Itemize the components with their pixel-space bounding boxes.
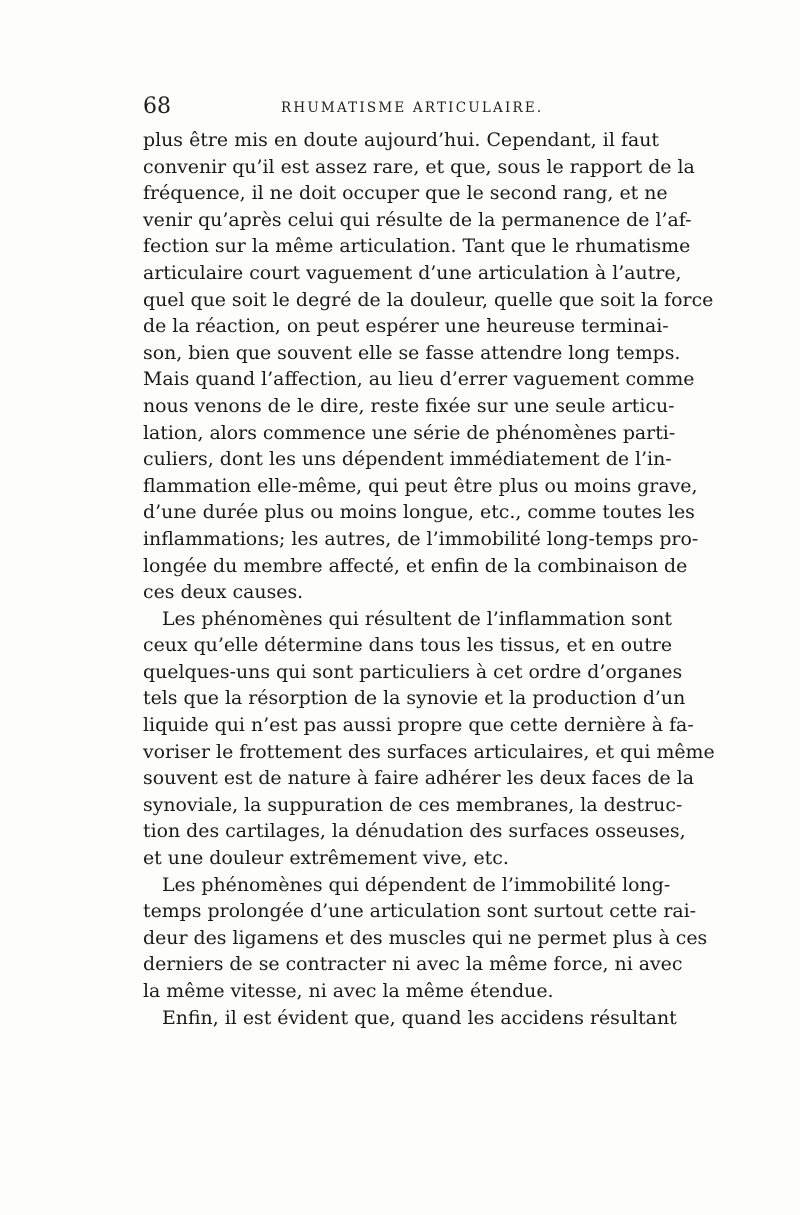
text-line: nous venons de le dire, reste fixée sur une seule articu- (143, 394, 675, 417)
text-line: synoviale, la suppuration de ces membranes, la destruc- (143, 793, 683, 816)
text-line: lation, alors commence une série de phénomènes parti- (143, 421, 676, 444)
body-text (143, 127, 715, 1031)
text-line: inflammations; les autres, de l’immobilité long-temps pro- (143, 527, 699, 550)
text-line: flammation elle-même, qui peut être plus ou moins grave, (143, 474, 698, 497)
text-line: tion des cartilages, la dénudation des surfaces osseuses, (143, 820, 686, 843)
text-line: la même vitesse, ni avec la même étendue. (143, 980, 554, 1002)
text-line: voriser le frottement des surfaces articulaires, et qui même (143, 740, 715, 763)
text-line: et une douleur extrêmement vive, etc. (143, 847, 509, 870)
page-number: 68 (143, 94, 171, 119)
text-line: plus être mis en doute aujourd’hui. Cependant, il faut (143, 129, 659, 151)
text-line: souvent est de nature à faire adhérer les deux faces de la (143, 767, 695, 790)
text-line: Les phénomènes qui dépendent de l’immobilité long- (162, 873, 671, 896)
text-line: Mais quand l’affection, au lieu d’errer vaguement comme (143, 368, 695, 391)
text-line: de la réaction, on peut espérer une heureuse terminai- (143, 315, 669, 338)
text-line: liquide qui n’est pas aussi propre que cette dernière à fa- (143, 714, 694, 737)
text-line: fréquence, il ne doit occuper que le second rang, et ne (143, 182, 668, 205)
text-line: deur des ligamens et des muscles qui ne permet plus à ces (143, 926, 708, 949)
text-line: longée du membre affecté, et enfin de la combinaison de (143, 554, 688, 577)
text-line: tels que la résorption de la synovie et la production d’un (143, 687, 686, 710)
text-line: convenir qu’il est assez rare, et que, sous le rapport de la (143, 155, 695, 178)
running-title: RHUMATISME ARTICULAIRE. (281, 100, 544, 116)
text-line: fection sur la même articulation. Tant que le rhumatisme (143, 235, 691, 258)
text-line: quel que soit le degré de la douleur, quelle que soit la force (143, 288, 714, 311)
text-line: d’une durée plus ou moins longue, etc., comme toutes les (143, 501, 695, 524)
text-line: son, bien que souvent elle se fasse attendre long temps. (143, 341, 681, 364)
text-line: ces deux causes. (143, 581, 304, 604)
text-line: articulaire court vaguement d’une articulation à l’autre, (143, 261, 682, 284)
text-line: Enfin, il est évident que, quand les accidens résultant (162, 1006, 677, 1029)
text-line: Les phénomènes qui résultent de l’inflammation sont (162, 607, 672, 630)
text-line: venir qu’après celui qui résulte de la permanence de l’af- (143, 208, 692, 231)
text-line: culiers, dont les uns dépendent immédiatement de l’in- (143, 448, 672, 471)
page-header (143, 92, 661, 124)
text-line: derniers de se contracter ni avec la même force, ni avec (143, 953, 683, 976)
text-line: quelques-uns qui sont particuliers à cet ordre d’organes (143, 660, 683, 683)
text-line: temps prolongée d’une articulation sont surtout cette rai- (143, 900, 697, 923)
text-line: ceux qu’elle détermine dans tous les tissus, et en outre (143, 634, 673, 657)
